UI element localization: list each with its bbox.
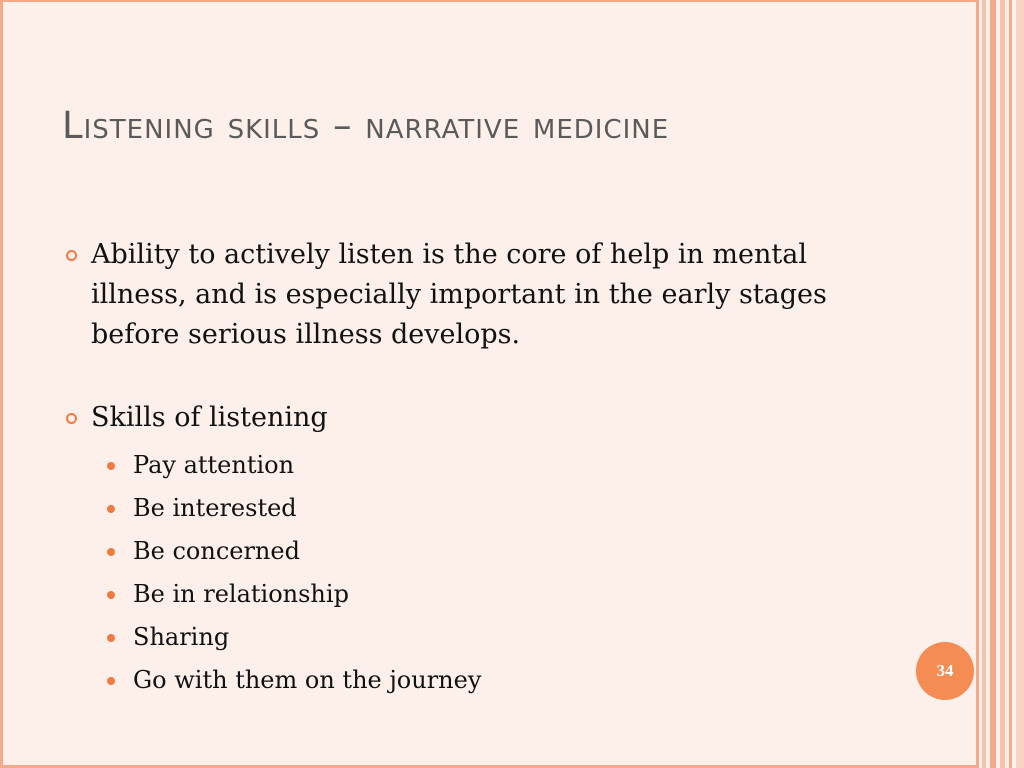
dot-bullet-icon (107, 548, 115, 556)
dot-bullet-icon (107, 634, 115, 642)
sub-bullet-item (62, 659, 922, 702)
ring-bullet-icon (66, 250, 77, 261)
sub-bullet-text: Go with them on the journey (133, 666, 482, 694)
sub-bullet-item (62, 573, 922, 616)
sub-bullet-text: Be interested (133, 494, 297, 522)
dot-bullet-icon (107, 591, 115, 599)
dot-bullet-icon (107, 505, 115, 513)
sub-bullet-item (62, 444, 922, 487)
stripe (1009, 0, 1012, 768)
stripe (976, 0, 979, 768)
bullet-text: Ability to actively listen is the core of help in mental illness, and is especially important in the early stages before serious illness develops. (91, 239, 827, 350)
slide-title: Listening skills – narrative medicine (62, 104, 670, 147)
stripe (982, 0, 986, 768)
sub-bullet-list (62, 444, 922, 702)
ring-bullet-icon (66, 413, 77, 424)
sub-bullet-text: Sharing (133, 623, 230, 651)
dot-bullet-icon (107, 677, 115, 685)
stripe (1016, 0, 1024, 768)
dot-bullet-icon (107, 462, 115, 470)
bullet-item (62, 235, 922, 355)
decorative-stripes (976, 0, 1024, 768)
sub-bullet-text: Be concerned (133, 537, 300, 565)
sub-bullet-text: Pay attention (133, 451, 295, 479)
bullet-text: Skills of listening (91, 402, 328, 433)
stripe (1000, 0, 1005, 768)
sub-bullet-item (62, 616, 922, 659)
stripe (990, 0, 996, 768)
frame-left-border (0, 0, 3, 768)
slide-content (62, 235, 922, 702)
sub-bullet-item (62, 530, 922, 573)
frame-top-border (0, 0, 976, 2)
sub-bullet-item (62, 487, 922, 530)
page-number-badge: 34 (916, 642, 974, 700)
bullet-item (62, 398, 922, 438)
sub-bullet-text: Be in relationship (133, 580, 349, 608)
